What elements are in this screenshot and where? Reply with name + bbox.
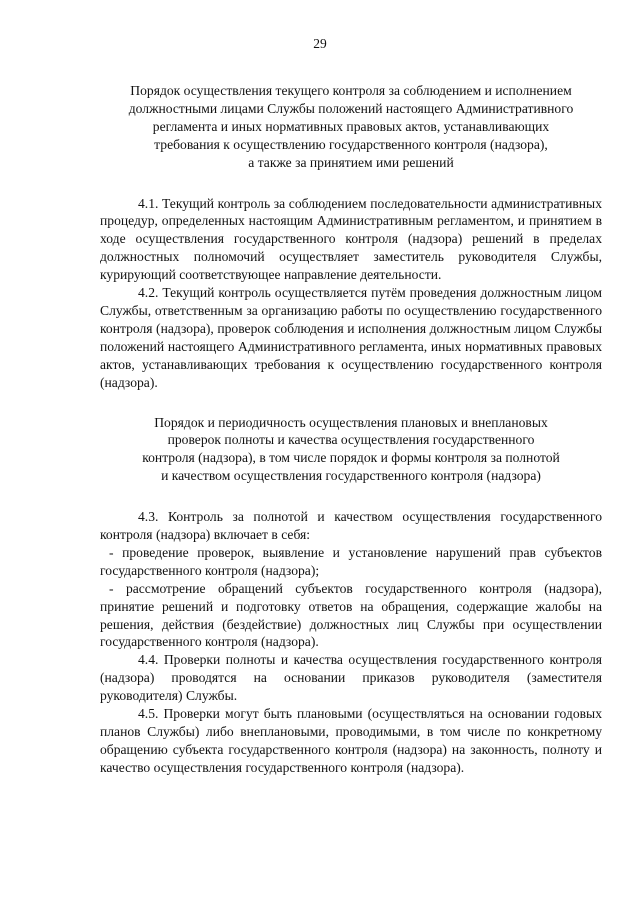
paragraph-4-1: 4.1. Текущий контроль за соблюдением последовательности административных процедур, определенных настоящим Административным регламентом, и принятием в ходе осуществления государственного контроля (надзора) решений в пределах должностных полномочий осуществляет заместитель руководителя Службы, курирующий соответствующее направление деятельности. [100, 195, 602, 283]
heading-line: а также за принятием ими решений [248, 154, 454, 170]
heading-line: Порядок осуществления текущего контроля за соблюдением и исполнением [130, 83, 572, 98]
heading-line: регламента и иных нормативных правовых актов, устанавливающих [152, 118, 550, 134]
paragraph-4-3: 4.3. Контроль за полнотой и качеством осуществления государственного контроля (надзора) включает в себя: [100, 509, 602, 543]
heading-line: и качеством осуществления государственного контроля (надзора) [161, 468, 541, 484]
list-item: - проведение проверок, выявление и установление нарушений прав субъектов государственного контроля (надзора); [100, 544, 602, 578]
paragraph-4-5: 4.5. Проверки могут быть плановыми (осуществляться на основании годовых планов Службы) либо внеплановыми, проводимыми, в том числе по конкретному обращению субъекта государственного контроля (надзора) на законность, полноту и качество осуществления государственного контроля (надзора). [100, 706, 602, 775]
heading-line: контроля (надзора), в том числе порядок и формы контроля за полнотой [142, 450, 560, 466]
section-heading-current-control [100, 82, 602, 172]
heading-line: должностными лицами Службы положений настоящего Административного [128, 100, 574, 116]
heading-line: проверок полноты и качества осуществления государственного [167, 432, 535, 448]
heading-line: Порядок и периодичность осуществления плановых и внеплановых [154, 414, 548, 430]
list-item: - рассмотрение обращений субъектов государственного контроля (надзора), принятие решений и подготовку ответов на обращения, содержащие жалобы на решения, действия (бездействие) должностных лиц Службы при осуществлении государственного контроля (надзора). [100, 580, 602, 650]
paragraph-4-2: 4.2. Текущий контроль осуществляется путём проведения должностным лицом Службы, ответственным за организацию работы по осуществлению государственного контроля (надзора), проверок соблюдения и исполнения должностным лицом Службы положений настоящего Административного регламента, иных нормативных правовых актов, устанавливающих требования к осуществлению государственного контроля (надзора). [100, 285, 602, 390]
document-body [100, 82, 602, 777]
page-number: 29 [313, 36, 327, 51]
heading-line: требования к осуществлению государственного контроля (надзора), [154, 136, 548, 152]
paragraph-4-4: 4.4. Проверки полноты и качества осуществления государственного контроля (надзора) проводятся на основании приказов руководителя (заместителя руководителя) Службы. [100, 652, 602, 704]
section-heading-inspections [100, 414, 602, 486]
